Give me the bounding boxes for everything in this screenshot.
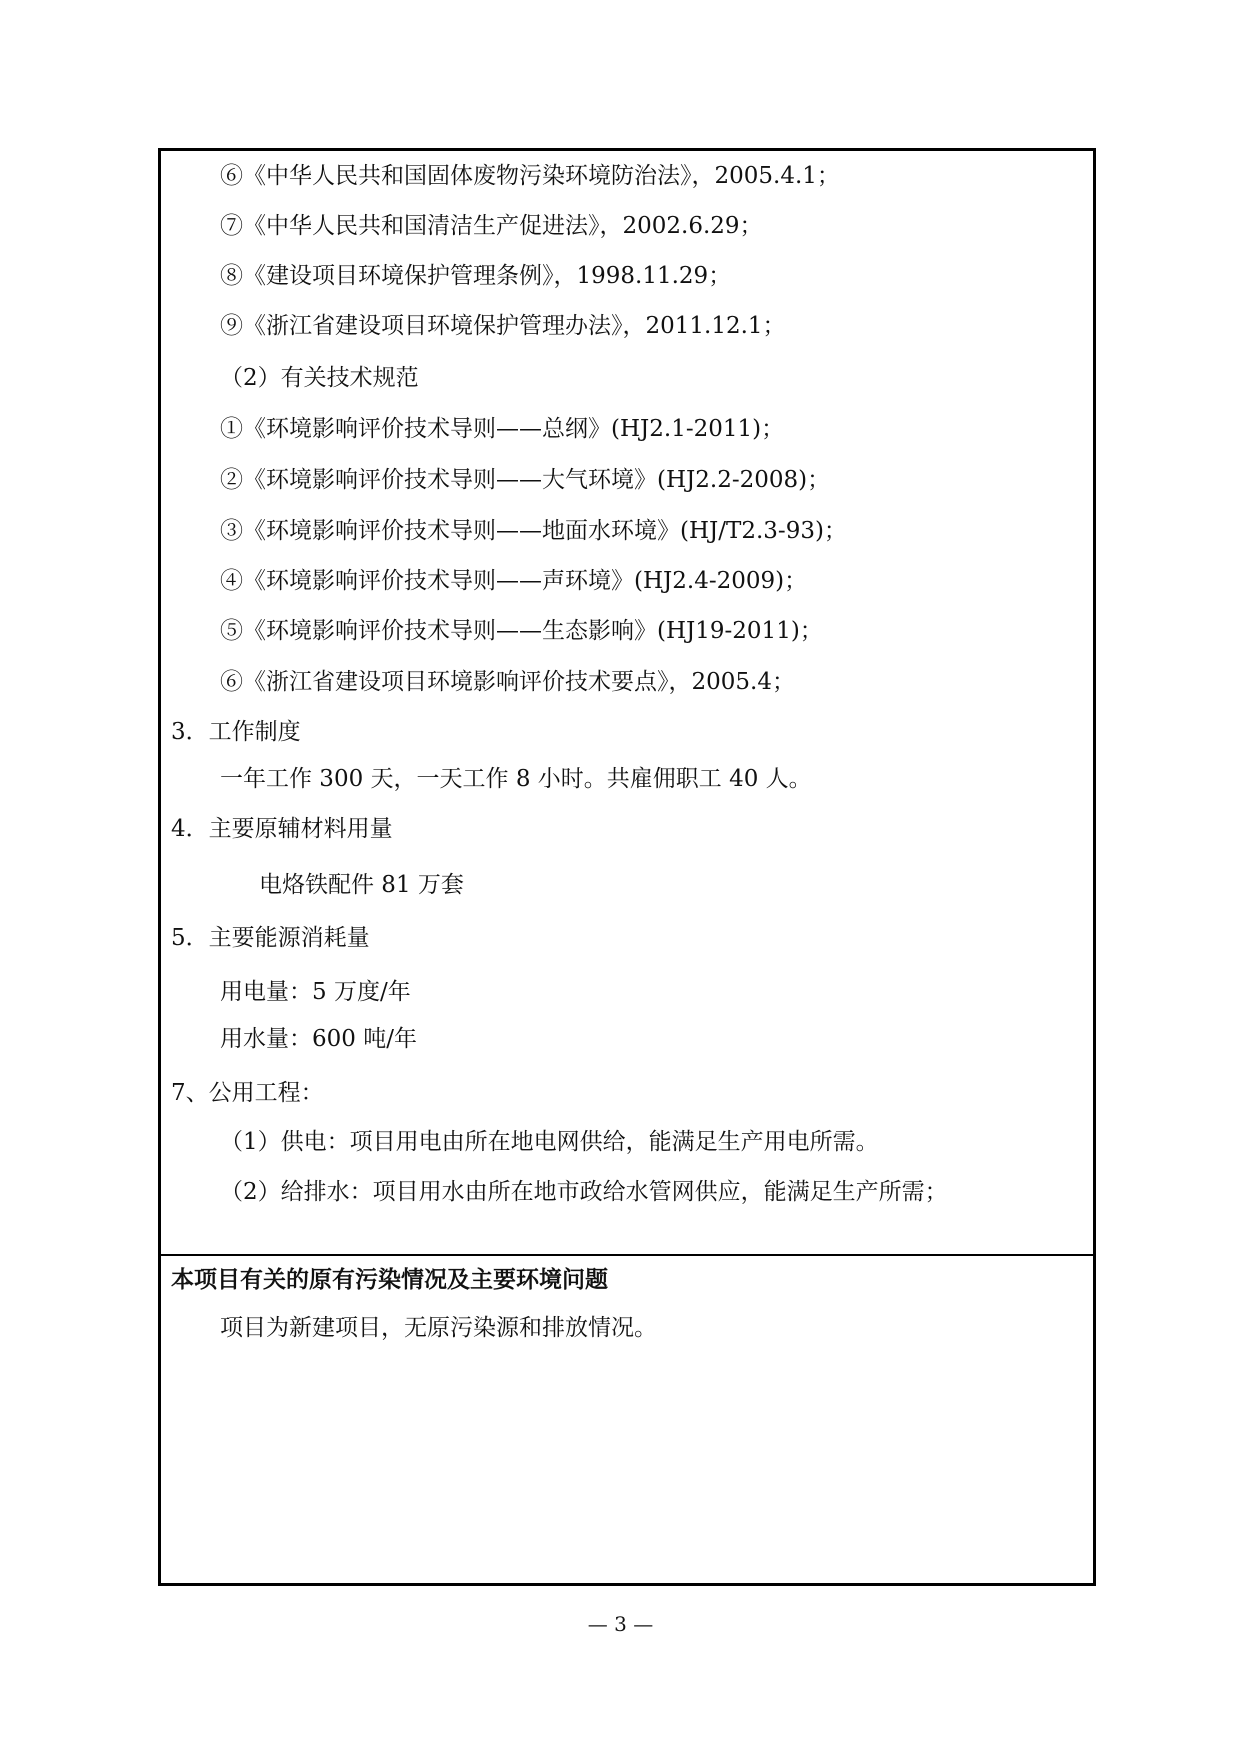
document-table-frame xyxy=(158,148,1096,1586)
section-body: 项目为新建项目，无原污染源和排放情况。 xyxy=(220,1315,657,1341)
tech-spec-item-2: ②《环境影响评价技术导则——大气环境》(HJ2.2-2008)； xyxy=(220,467,831,493)
work-schedule-heading: 3．工作制度 xyxy=(171,719,301,745)
electricity-usage: 用电量：5 万度/年 xyxy=(220,979,411,1005)
law-item-8: ⑧《建设项目环境保护管理条例》，1998.11.29； xyxy=(220,263,732,289)
law-item-6: ⑥《中华人民共和国固体废物污染环境防治法》，2005.4.1； xyxy=(220,163,840,189)
section-title: 本项目有关的原有污染情况及主要环境问题 xyxy=(171,1266,608,1293)
tech-spec-item-3: ③《环境影响评价技术导则——地面水环境》(HJ/T2.3-93)； xyxy=(220,518,847,544)
page-number: — 3 — xyxy=(587,1612,654,1636)
law-item-7: ⑦《中华人民共和国清洁生产促进法》，2002.6.29； xyxy=(220,213,763,239)
water-supply-text: （2）给排水：项目用水由所在地市政给水管网供应，能满足生产所需； xyxy=(220,1179,948,1205)
law-item-9: ⑨《浙江省建设项目环境保护管理办法》，2011.12.1； xyxy=(220,313,786,339)
water-usage: 用水量：600 吨/年 xyxy=(220,1026,417,1052)
materials-heading: 4．主要原辅材料用量 xyxy=(171,816,393,842)
tech-spec-heading: （2）有关技术规范 xyxy=(220,365,419,391)
tech-spec-item-1: ①《环境影响评价技术导则——总纲》(HJ2.1-2011)； xyxy=(220,416,785,442)
energy-heading: 5．主要能源消耗量 xyxy=(171,925,370,951)
tech-spec-item-5: ⑤《环境影响评价技术导则——生态影响》(HJ19-2011)； xyxy=(220,618,823,644)
utilities-heading: 7、公用工程： xyxy=(171,1080,324,1106)
tech-spec-item-4: ④《环境影响评价技术导则——声环境》(HJ2.4-2009)； xyxy=(220,568,808,594)
materials-text: 电烙铁配件 81 万套 xyxy=(259,872,464,898)
tech-spec-item-6: ⑥《浙江省建设项目环境影响评价技术要点》，2005.4； xyxy=(220,669,795,695)
section-divider xyxy=(161,1254,1093,1256)
power-supply-text: （1）供电：项目用电由所在地电网供给，能满足生产用电所需。 xyxy=(220,1129,879,1155)
work-schedule-text: 一年工作 300 天，一天工作 8 小时。共雇佣职工 40 人。 xyxy=(220,766,812,792)
